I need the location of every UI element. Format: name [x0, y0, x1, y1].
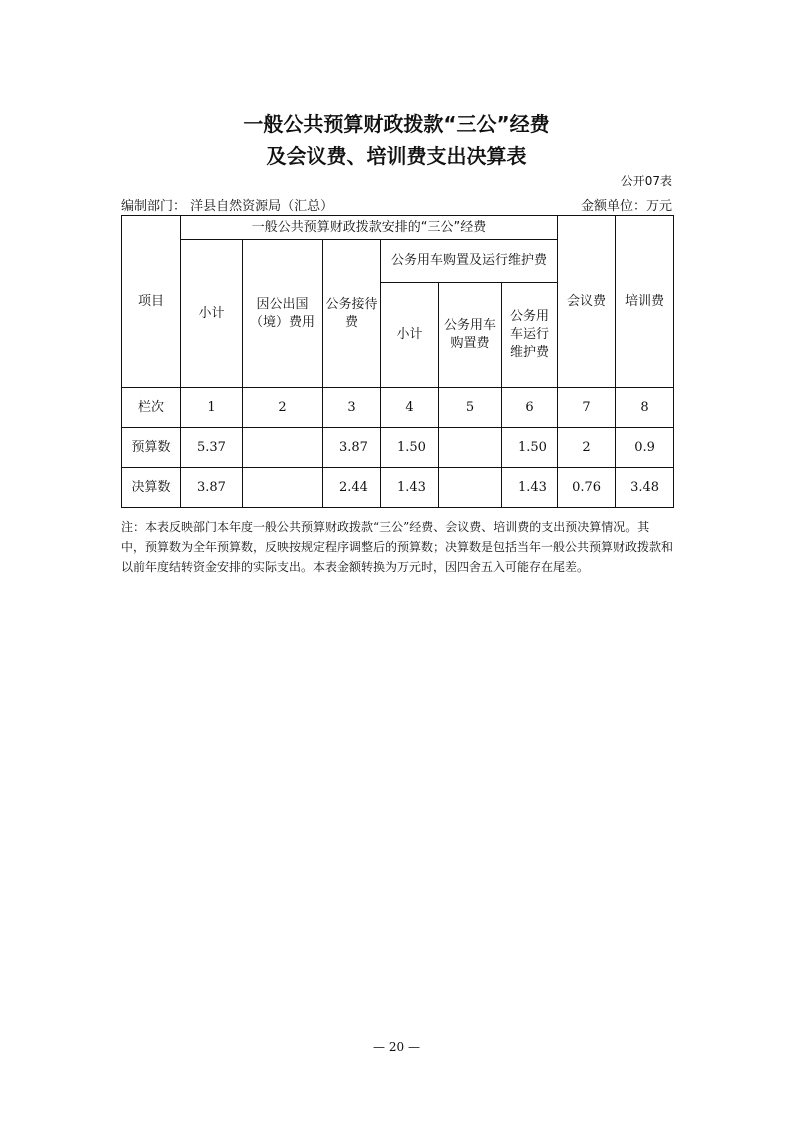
cell-training: 0.9 [616, 428, 674, 468]
cell-reception: 2.44 [323, 468, 381, 508]
col-index: 3 [323, 388, 381, 428]
expenditure-table [121, 215, 674, 508]
header-car-operation: 公务用车运行维护费 [502, 283, 558, 388]
col-index: 7 [558, 388, 616, 428]
col-index-label: 栏次 [122, 388, 181, 428]
cell-car-purchase [439, 428, 502, 468]
header-group-title: 一般公共预算财政拨款安排的“三公”经费 [181, 216, 558, 240]
cell-subtotal: 3.87 [181, 468, 243, 508]
cell-car-purchase [439, 468, 502, 508]
header-item: 项目 [122, 216, 181, 388]
header-abroad: 因公出国（境）费用 [243, 240, 323, 388]
cell-meeting: 0.76 [558, 468, 616, 508]
form-number: 公开07表 [620, 174, 672, 188]
col-index: 1 [181, 388, 243, 428]
header-car-subtotal: 小计 [381, 283, 439, 388]
col-index: 8 [616, 388, 674, 428]
footnote: 注：本表反映部门本年度一般公共预算财政拨款“三公”经费、会议费、培训费的支出预决算情况。其中，预算数为全年预算数，反映按规定程序调整后的预算数；决算数是包括当年一般公共预算财政拨款和以前年度结转资金安排的实际支出。本表金额转换为万元时，因四舍五入可能存在尾差。 [121, 520, 674, 574]
row-label: 决算数 [122, 468, 181, 508]
cell-reception: 3.87 [323, 428, 381, 468]
col-index: 6 [502, 388, 558, 428]
cell-abroad [243, 428, 323, 468]
table-row-actual [122, 468, 674, 508]
cell-meeting: 2 [558, 428, 616, 468]
cell-car-operation: 1.43 [502, 468, 558, 508]
cell-abroad [243, 468, 323, 508]
header-meeting: 会议费 [558, 216, 616, 388]
header-training: 培训费 [616, 216, 674, 388]
title-line-2: 及会议费、培训费支出决算表 [266, 144, 527, 168]
col-index: 5 [439, 388, 502, 428]
col-index-row [122, 388, 674, 428]
title-line-1: 一般公共预算财政拨款“三公”经费 [243, 112, 550, 136]
cell-subtotal: 5.37 [181, 428, 243, 468]
header-car-purchase: 公务用车购置费 [439, 283, 502, 388]
header-car-group: 公务用车购置及运行维护费 [381, 240, 558, 283]
cell-car-subtotal: 1.43 [381, 468, 439, 508]
header-subtotal: 小计 [181, 240, 243, 388]
cell-car-operation: 1.50 [502, 428, 558, 468]
header-reception: 公务接待费 [323, 240, 381, 388]
department-label: 编制部门： 洋县自然资源局（汇总） [121, 199, 334, 214]
row-label: 预算数 [122, 428, 181, 468]
table-row-budget [122, 428, 674, 468]
cell-training: 3.48 [616, 468, 674, 508]
page-number: — 20 — [373, 1040, 420, 1054]
unit-label: 金额单位：万元 [580, 199, 672, 214]
col-index: 2 [243, 388, 323, 428]
cell-car-subtotal: 1.50 [381, 428, 439, 468]
col-index: 4 [381, 388, 439, 428]
